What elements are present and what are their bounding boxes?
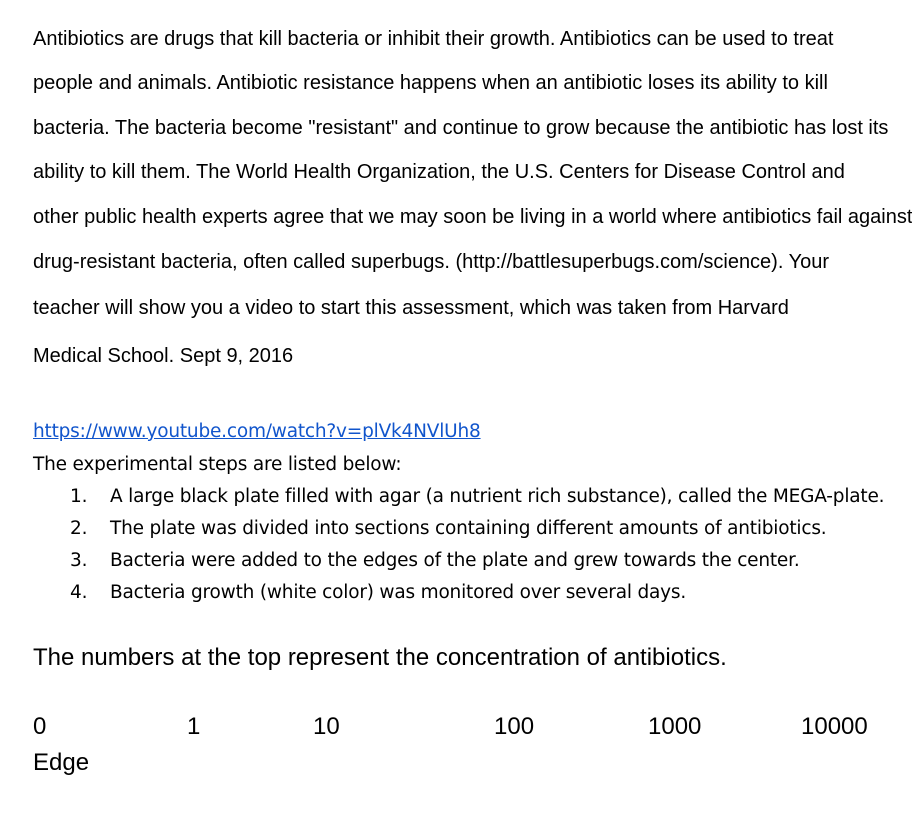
concentration-label-0: 0	[33, 713, 47, 740]
list-item	[0, 485, 885, 509]
list-item	[0, 549, 816, 573]
list-number: 1.	[70, 486, 88, 507]
list-text: A large black plate filled with agar (a nutrient rich substance), called the MEGA-plate.	[110, 486, 885, 507]
paragraph-line-2: people and animals. Antibiotic resistance happens when an antibiotic loses its ability to kill	[33, 72, 828, 94]
concentration-label-1000: 1000	[648, 713, 702, 740]
paragraph-line-4: ability to kill them. The World Health Organization, the U.S. Centers for Disease Control and	[33, 161, 845, 183]
paragraph-line-3: bacteria. The bacteria become "resistant" and continue to grow because the antibiotic has lost its	[33, 117, 889, 139]
list-number: 2.	[70, 518, 88, 539]
paragraph-line-6: drug-resistant bacteria, often called superbugs. (http://battlesuperbugs.com/science). Your	[33, 251, 830, 273]
edge-label: Edge	[33, 749, 90, 776]
steps-intro: The experimental steps are listed below:	[33, 454, 402, 475]
list-text: Bacteria growth (white color) was monitored over several days.	[110, 582, 686, 603]
paragraph-line-1: Antibiotics are drugs that kill bacteria or inhibit their growth. Antibiotics can be used to treat	[33, 28, 834, 50]
video-link[interactable]: https://www.youtube.com/watch?v=plVk4NVlUh8	[33, 421, 481, 442]
paragraph-line-8: Medical School. Sept 9, 2016	[33, 345, 294, 367]
concentration-note: The numbers at the top represent the concentration of antibiotics.	[33, 644, 727, 671]
paragraph-line-7: teacher will show you a video to start this assessment, which was taken from Harvard	[33, 297, 789, 319]
list-text: The plate was divided into sections containing different amounts of antibiotics.	[110, 518, 827, 539]
concentration-label-10000: 10000	[801, 713, 868, 740]
concentration-label-100: 100	[494, 713, 535, 740]
list-item	[0, 581, 816, 605]
concentration-label-10: 10	[313, 713, 340, 740]
list-item	[0, 517, 827, 541]
paragraph-line-5: other public health experts agree that we may soon be living in a world where antibiotics fail against	[33, 206, 912, 228]
list-number: 4.	[70, 582, 88, 603]
list-number: 3.	[70, 550, 88, 571]
concentration-label-1: 1	[187, 713, 201, 740]
list-text: Bacteria were added to the edges of the plate and grew towards the center.	[110, 550, 800, 571]
